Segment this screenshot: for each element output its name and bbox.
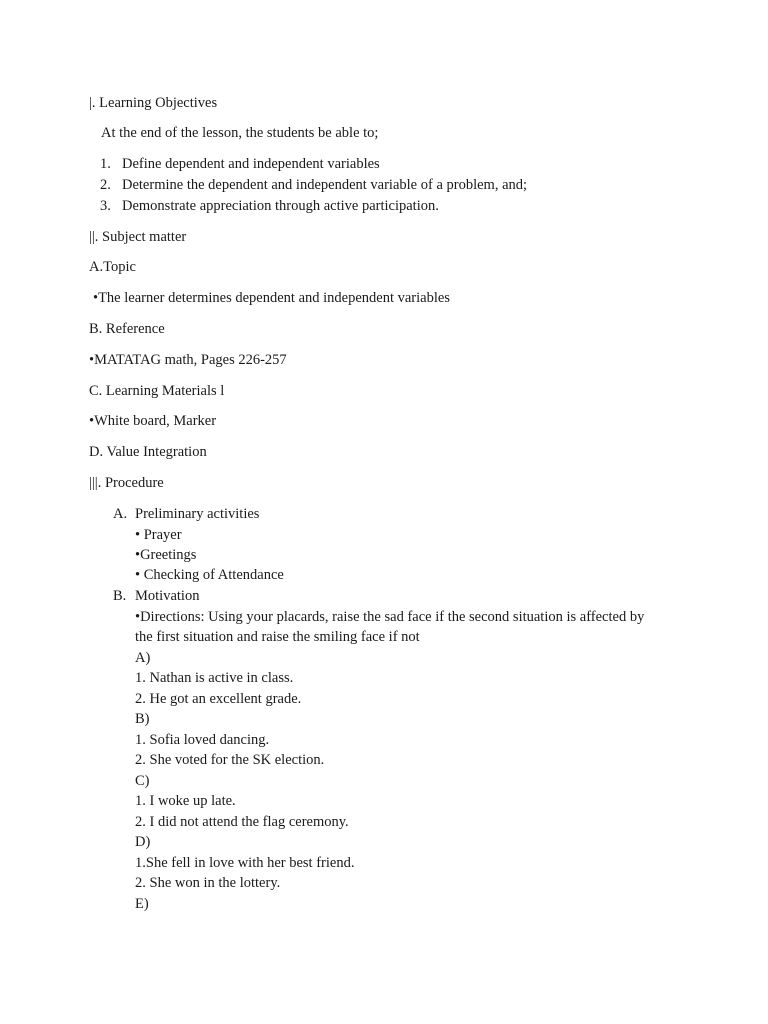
topic-label: A.Topic bbox=[89, 259, 136, 275]
preliminary-item: •Greetings bbox=[135, 547, 197, 563]
situation-statement: 2. I did not attend the flag ceremony. bbox=[135, 814, 349, 830]
objective-number: 1. bbox=[100, 156, 111, 172]
motivation-directions: the first situation and raise the smiling face if not bbox=[135, 629, 420, 645]
situation-label: D) bbox=[135, 834, 151, 850]
preliminary-item: • Checking of Attendance bbox=[135, 567, 284, 583]
section-heading-learning-objectives: |. Learning Objectives bbox=[89, 95, 218, 111]
objective-item: Determine the dependent and independent variable of a problem, and; bbox=[122, 177, 528, 193]
situation-label: C) bbox=[135, 773, 150, 789]
value-integration-label: D. Value Integration bbox=[89, 444, 207, 460]
reference-label: B. Reference bbox=[89, 321, 165, 337]
topic-text: •The learner determines dependent and independent variables bbox=[93, 290, 450, 306]
objective-item: Define dependent and independent variables bbox=[122, 156, 380, 172]
situation-label: B) bbox=[135, 711, 150, 727]
situation-statement: 1. Sofia loved dancing. bbox=[135, 732, 270, 748]
situation-statement: 1. I woke up late. bbox=[135, 793, 236, 809]
objectives-intro: At the end of the lesson, the students be able to; bbox=[101, 125, 379, 141]
situation-statement: 1.She fell in love with her best friend. bbox=[135, 855, 355, 871]
situation-label: A) bbox=[135, 650, 151, 666]
section-heading-subject-matter: ||. Subject matter bbox=[89, 229, 187, 245]
situation-statement: 2. She voted for the SK election. bbox=[135, 752, 325, 768]
materials-label: C. Learning Materials l bbox=[89, 383, 225, 399]
motivation-directions: •Directions: Using your placards, raise the sad face if the second situation is affected by bbox=[135, 609, 645, 625]
objective-number: 2. bbox=[100, 177, 111, 193]
materials-text: •White board, Marker bbox=[89, 413, 217, 429]
procedure-letter: A. bbox=[113, 506, 128, 522]
preliminary-item: • Prayer bbox=[135, 527, 182, 543]
section-heading-procedure: |||. Procedure bbox=[89, 475, 164, 491]
motivation-title: Motivation bbox=[135, 588, 200, 604]
procedure-letter: B. bbox=[113, 588, 127, 604]
reference-text: •MATATAG math, Pages 226-257 bbox=[89, 352, 287, 368]
objective-item: Demonstrate appreciation through active participation. bbox=[122, 198, 439, 214]
preliminary-activities-title: Preliminary activities bbox=[135, 506, 260, 522]
objective-number: 3. bbox=[100, 198, 111, 214]
situation-label: E) bbox=[135, 896, 149, 912]
situation-statement: 1. Nathan is active in class. bbox=[135, 670, 294, 686]
situation-statement: 2. She won in the lottery. bbox=[135, 875, 281, 891]
situation-statement: 2. He got an excellent grade. bbox=[135, 691, 302, 707]
